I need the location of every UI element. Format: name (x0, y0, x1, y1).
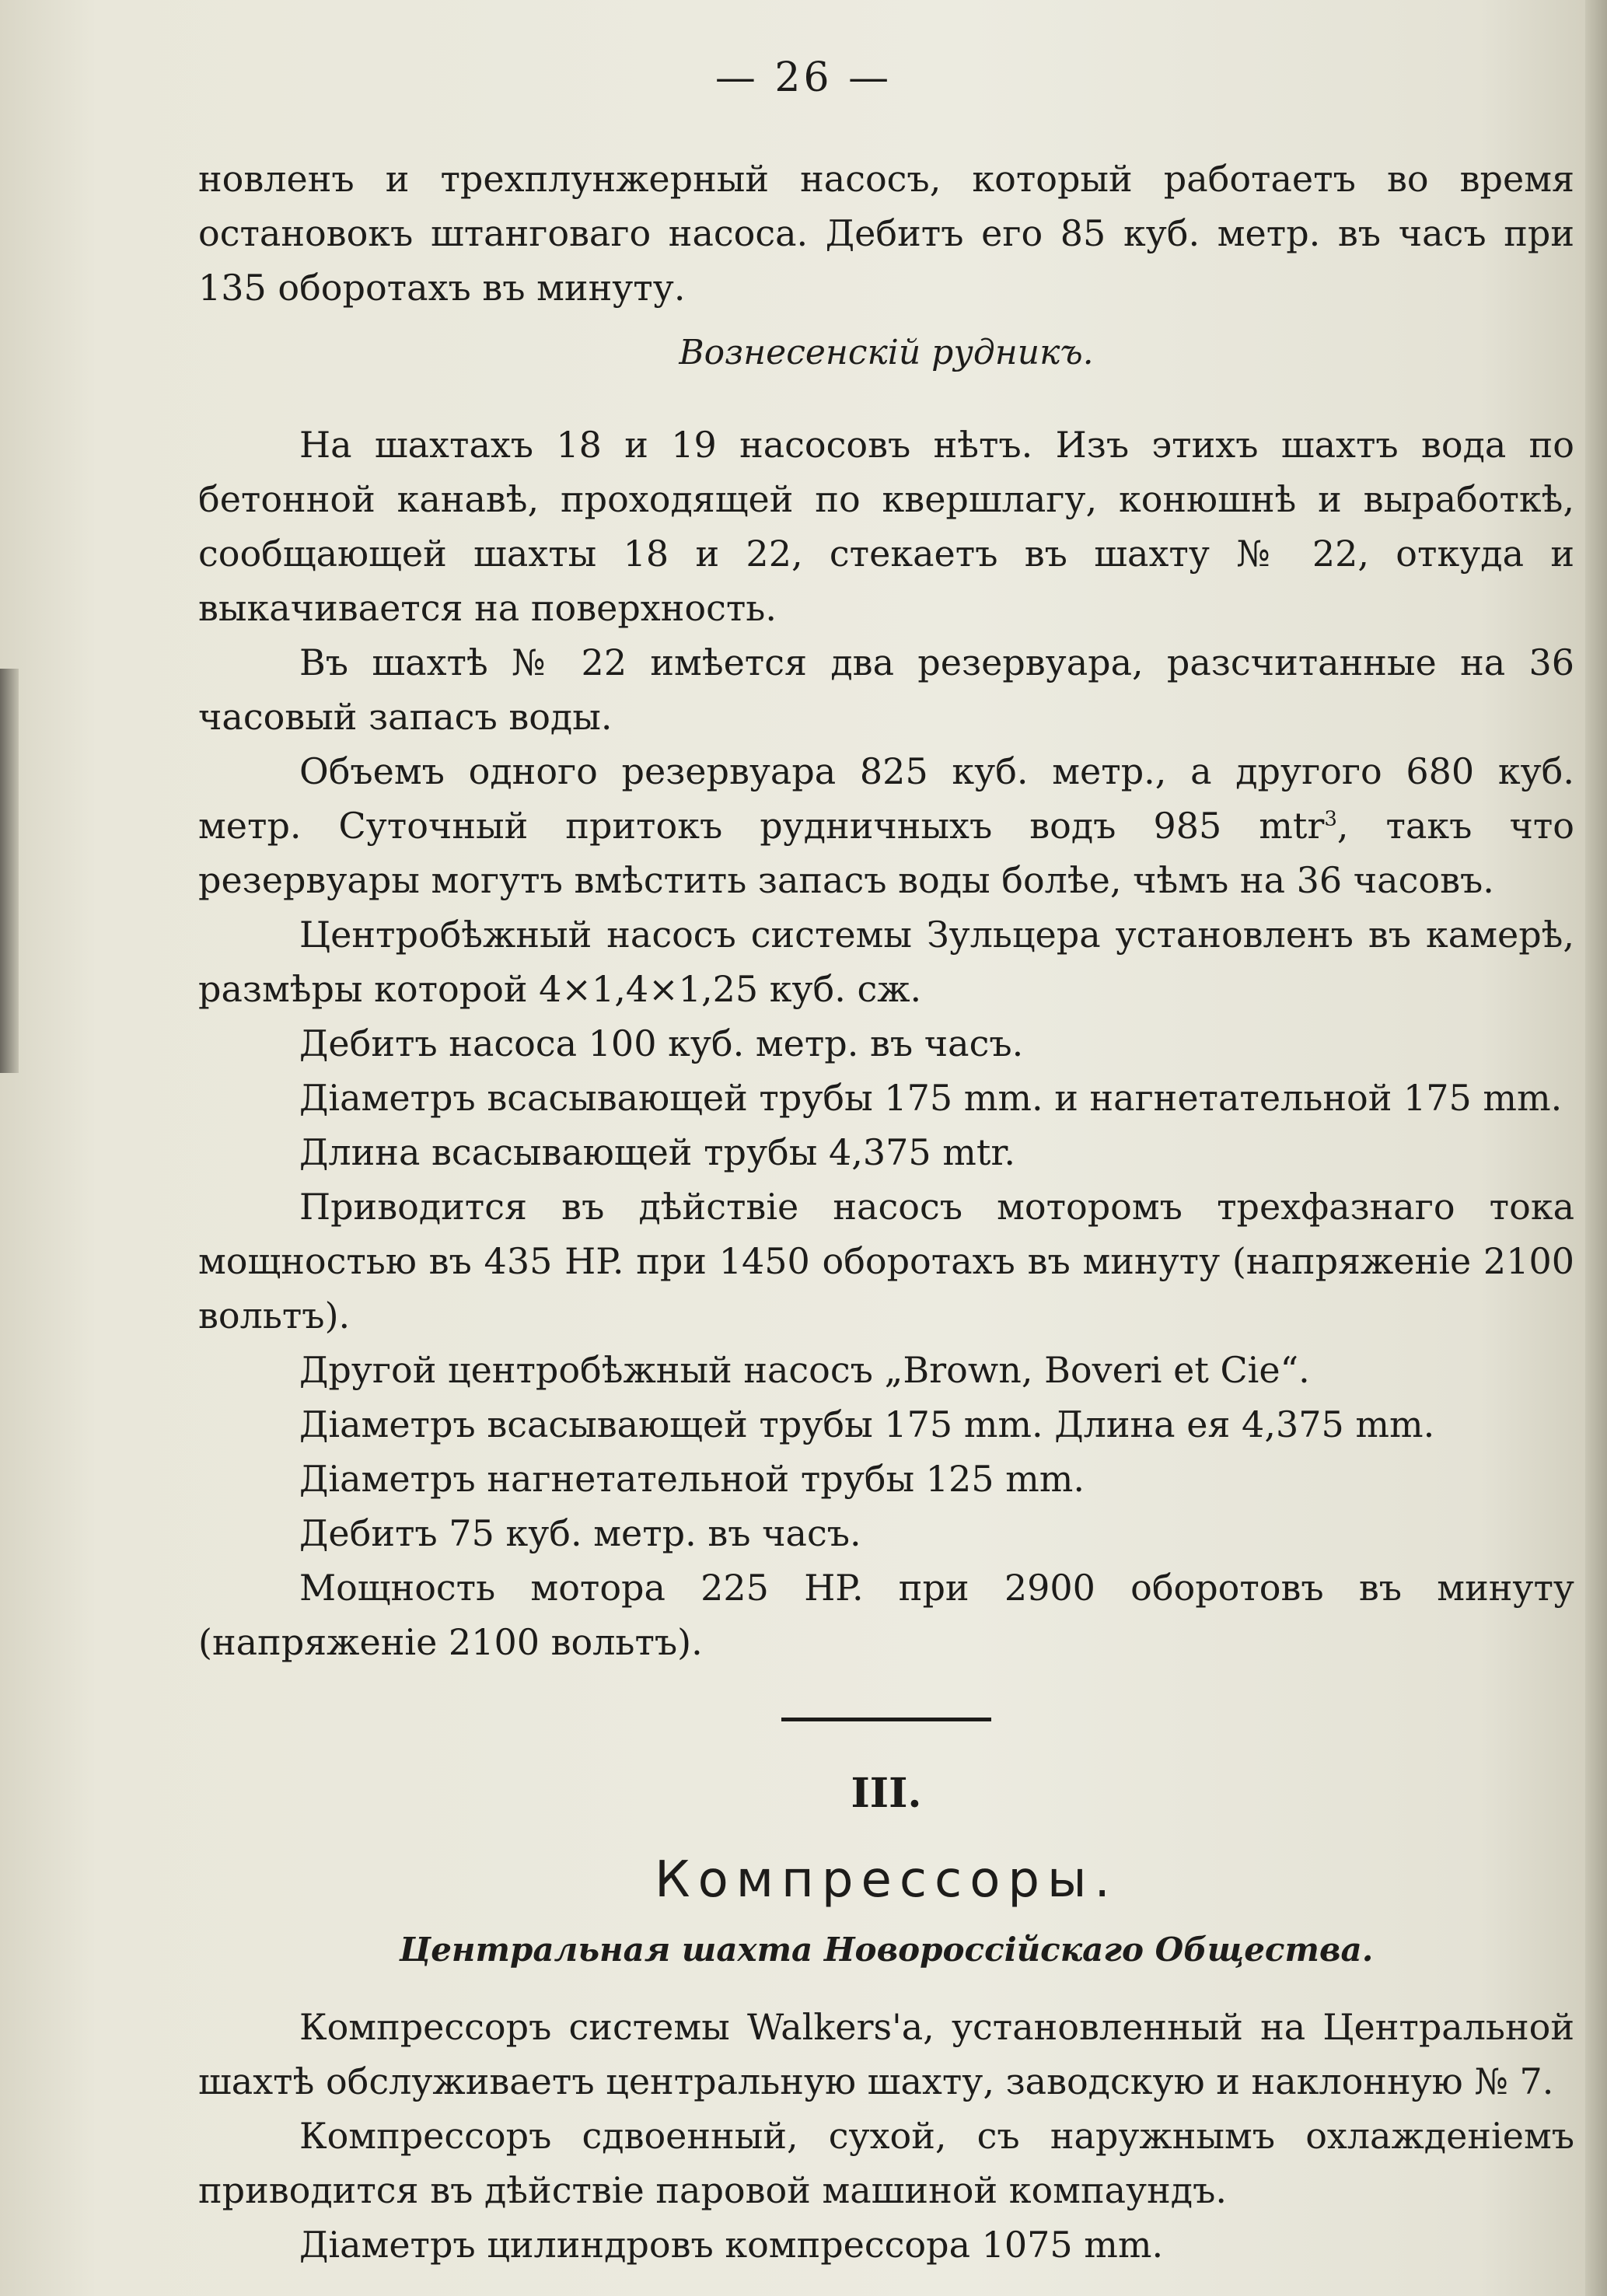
volume-text-before: Объемъ одного резервуара 825 куб. метр., а другого 680 куб. метр. Суточный притокъ рудничныхъ водъ 985 mtr (198, 750, 1574, 847)
page-edge-left (0, 669, 19, 1073)
paragraph: Дебитъ насоса 100 куб. метр. въ часъ. (299, 1022, 1024, 1064)
volume-text-after: , такъ что резервуары могутъ вмѣстить запасъ воды болѣе, чѣмъ на 36 часовъ. (198, 805, 1575, 901)
section-divider (781, 1718, 991, 1721)
section-heading-voznesensky: Вознесенскій рудникъ. (679, 333, 1094, 372)
paragraph: Діаметръ цилиндровъ компрессора 1075 mm. (299, 2224, 1164, 2266)
page-content (198, 152, 1574, 2272)
paragraph: Въ шахтѣ № 22 имѣется два резервуара, разсчитанные на 36 часовый запасъ воды. (198, 641, 1574, 738)
chapter-number: III. (851, 1770, 922, 1817)
paragraph: Другой центробѣжный насосъ „Brown, Boveri et Cie“. (299, 1349, 1310, 1391)
paragraph: Длина всасывающей трубы 4,375 mtr. (299, 1131, 1015, 1173)
chapter-subtitle: Центральная шахта Новороссійскаго Общества. (399, 1931, 1374, 1969)
chapter-title: Компрессоры. (655, 1851, 1118, 1909)
page-edge-right (1585, 0, 1607, 2296)
page-number: — 26 — (714, 54, 893, 101)
paragraph: На шахтахъ 18 и 19 насосовъ нѣтъ. Изъ этихъ шахтъ вода по бетонной канавѣ, проходящей по квершлагу, конюшнѣ и выработкѣ, сообщающей шахты 18 и 22, стекаетъ въ шахту № 22, откуда и выкачивается на поверхность. (198, 424, 1574, 629)
paragraph: Мощность мотора 225 HP. при 2900 оборотовъ въ минуту (напряженіе 2100 вольтъ). (198, 1567, 1574, 1663)
paragraph: Діаметръ нагнетательной трубы 125 mm. (299, 1458, 1085, 1500)
paragraph: Приводится въ дѣйствіе насосъ моторомъ трехфазнаго тока мощностью въ 435 HP. при 1450 оборотахъ въ минуту (напряженіе 2100 вольтъ). (198, 1186, 1574, 1337)
paragraph: Діаметръ всасывающей трубы 175 mm. Длина ея 4,375 mm. (299, 1403, 1435, 1445)
paragraph: Компрессоръ сдвоенный, сухой, съ наружнымъ охлажденіемъ приводится въ дѣйствіе паровой машиной компаундъ. (198, 2115, 1574, 2211)
paragraph-volume (198, 744, 1574, 907)
paragraph-continued: новленъ и трехплунжерный насосъ, который работаетъ во время остановокъ штанговаго насоса. Дебитъ его 85 куб. метр. въ часъ при 135 оборотахъ въ минуту. (198, 158, 1574, 309)
paragraph: Діаметръ всасывающей трубы 175 mm. и нагнетательной 175 mm. (299, 1077, 1563, 1119)
paragraph: Центробѣжный насосъ системы Зульцера установленъ въ камерѣ, размѣры которой 4×1,4×1,25 куб. сж. (198, 914, 1574, 1010)
paragraph: Дебитъ 75 куб. метр. въ часъ. (299, 1512, 861, 1554)
volume-superscript: 3 (1324, 807, 1337, 831)
paragraph: Компрессоръ системы Walkers'a, установленный на Центральной шахтѣ обслуживаетъ центральную шахту, заводскую и наклонную № 7. (198, 2006, 1574, 2102)
